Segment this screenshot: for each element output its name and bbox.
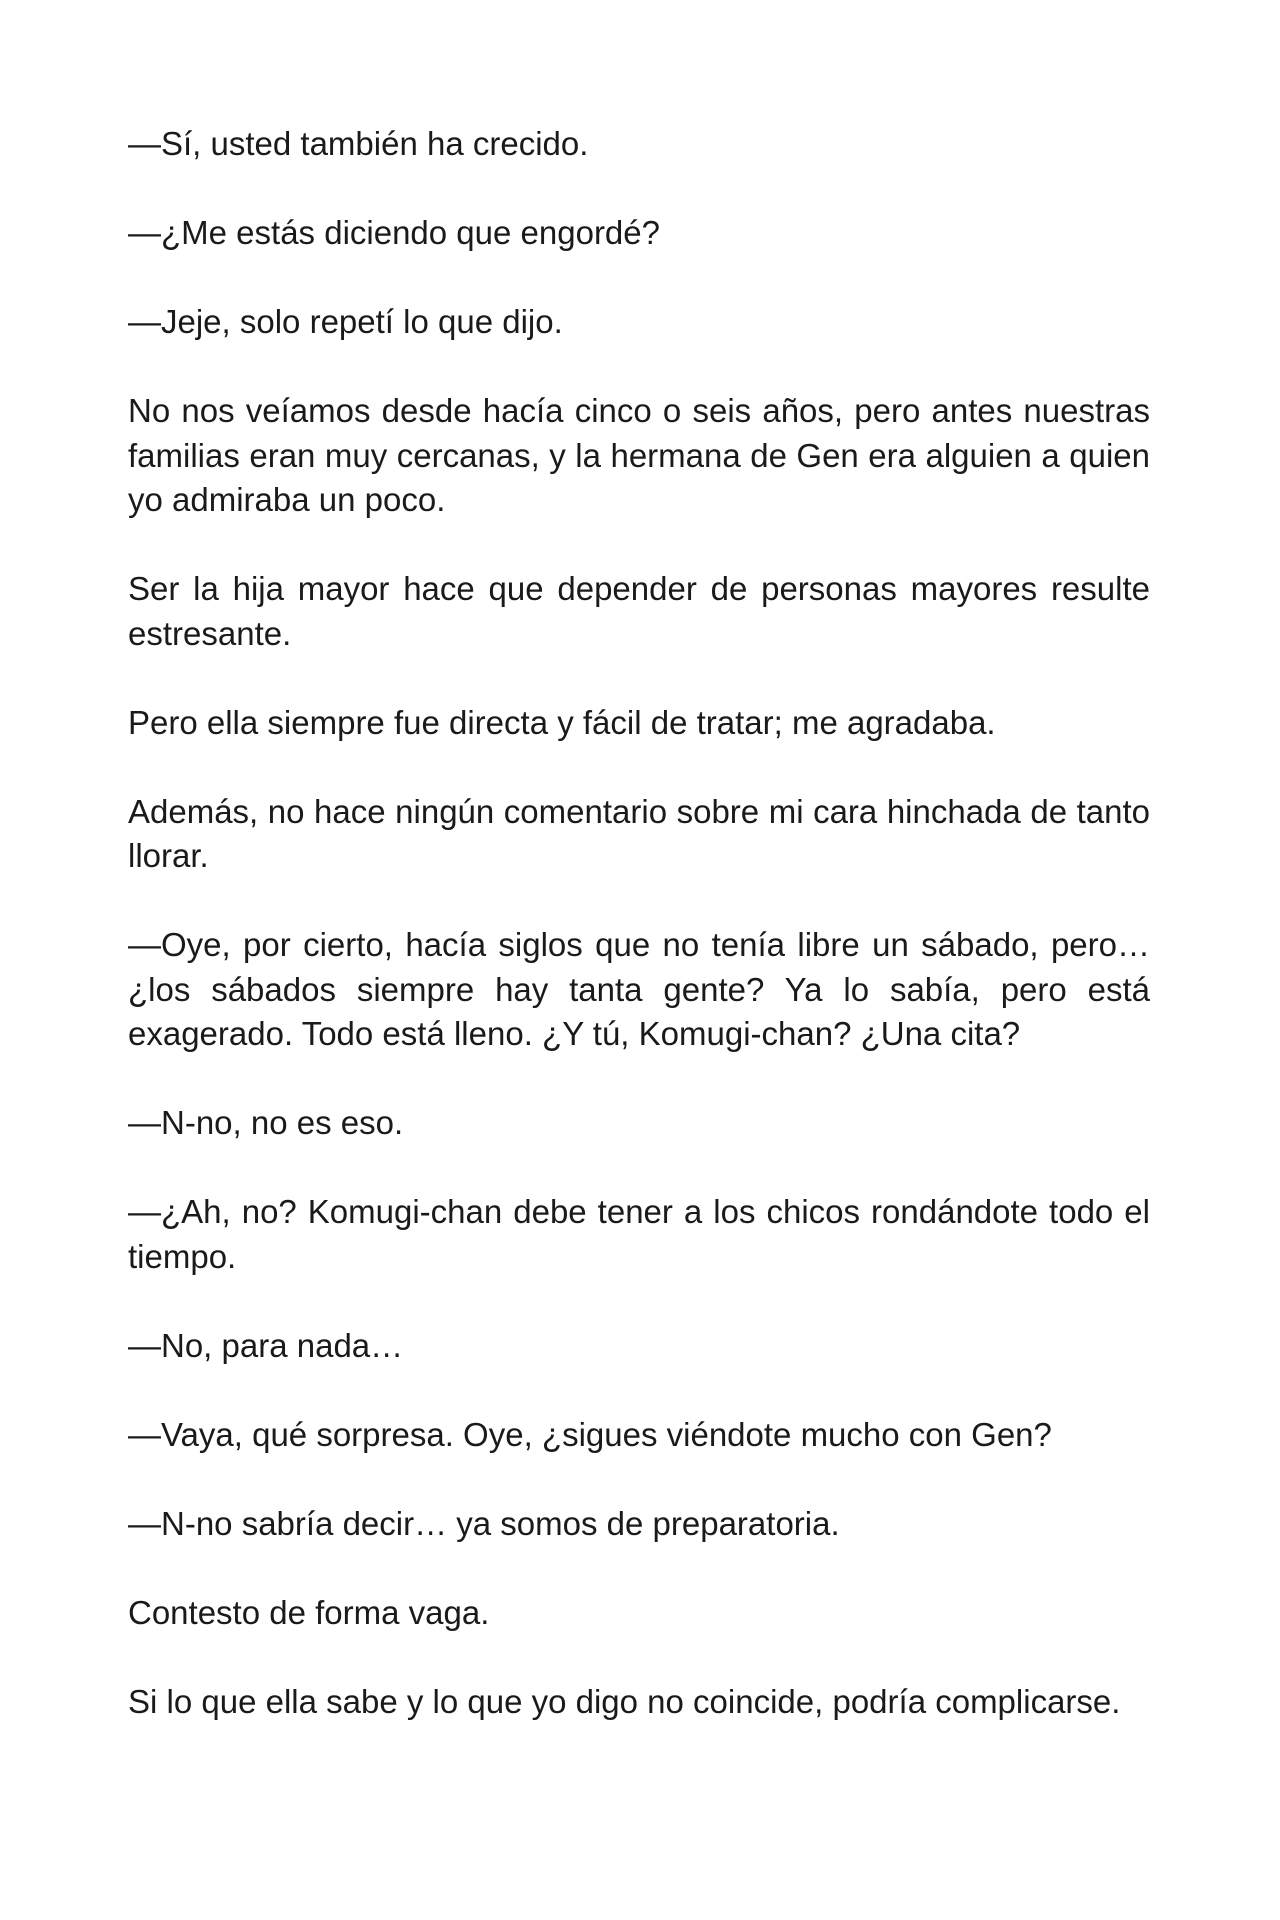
paragraph-8: —Oye, por cierto, hacía siglos que no tenía libre un sábado, pero… ¿los sábados siempre hay tanta gente? Ya lo sabía, pero está exagerado. Todo está lleno. ¿Y tú, Komugi-chan? ¿Una cita? [128, 926, 1150, 1052]
paragraph-15: Si lo que ella sabe y lo que yo digo no coincide, podría complicarse. [128, 1682, 1121, 1720]
paragraph-1: —Sí, usted también ha crecido. [128, 125, 589, 162]
paragraph-2: —¿Me estás diciendo que engordé? [128, 214, 660, 251]
paragraph-4: No nos veíamos desde hacía cinco o seis años, pero antes nuestras familias eran muy cercanas, y la hermana de Gen era alguien a quien yo admiraba un poco. [128, 392, 1150, 518]
paragraph-6: Pero ella siempre fue directa y fácil de tratar; me agradaba. [128, 703, 996, 741]
paragraph-10: —¿Ah, no? Komugi-chan debe tener a los chicos rondándote todo el tiempo. [128, 1193, 1150, 1275]
paragraph-9: —N-no, no es eso. [128, 1104, 404, 1141]
paragraph-14: Contesto de forma vaga. [128, 1593, 490, 1631]
paragraph-12: —Vaya, qué sorpresa. Oye, ¿sigues viéndote mucho con Gen? [128, 1415, 1052, 1453]
paragraph-7: Además, no hace ningún comentario sobre mi cara hinchada de tanto llorar. [128, 792, 1150, 874]
paragraph-3: —Jeje, solo repetí lo que dijo. [128, 303, 563, 340]
paragraph-11: —No, para nada… [128, 1326, 404, 1364]
paragraph-5: Ser la hija mayor hace que depender de personas mayores resulte estresante. [128, 570, 1150, 652]
document-page [128, 122, 1150, 1724]
paragraph-13: —N-no sabría decir… ya somos de preparatoria. [128, 1504, 840, 1542]
